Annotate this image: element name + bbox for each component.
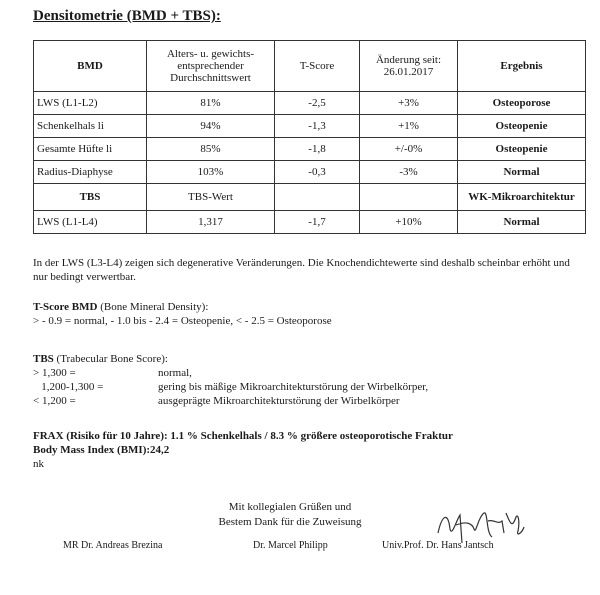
table-row (34, 161, 586, 184)
signature-name: Univ.Prof. Dr. Hans Jantsch (382, 540, 494, 551)
table-cell: +3% (360, 92, 458, 115)
header-cell: Alters- u. gewichts-entsprechender Durchschnittswert (147, 41, 275, 92)
tbs-header-row (34, 184, 586, 211)
tbs-range-row (33, 380, 583, 394)
header-cell: TBS (34, 184, 147, 211)
table-cell: LWS (L1-L4) (34, 211, 147, 234)
signature-name: MR Dr. Andreas Brezina (63, 540, 163, 551)
tbs-range-key: < 1,200 = (33, 395, 76, 407)
tbs-range-key: 1,200-1,300 = (33, 381, 104, 393)
table-cell: 1,317 (147, 211, 275, 234)
table-cell: +10% (360, 211, 458, 234)
table-row (34, 138, 586, 161)
table-cell: -1,7 (275, 211, 360, 234)
table-cell: Gesamte Hüfte li (34, 138, 147, 161)
greeting-line: Mit kollegialen Grüßen und (228, 501, 352, 513)
tscore-ranges: > - 0.9 = normal, - 1.0 bis - 2.4 = Osteopenie, < - 2.5 = Osteoporose (33, 315, 332, 327)
table-row (34, 92, 586, 115)
table-cell: -1,3 (275, 115, 360, 138)
table-cell: -3% (360, 161, 458, 184)
tbs-range-row (33, 366, 583, 380)
frax-text: FRAX (Risiko für 10 Jahre): 1.1 % Schenkelhals / 8.3 % größere osteoporotische Fraktur (33, 430, 453, 442)
header-cell: WK-Mikroarchitektur (458, 184, 586, 211)
tbs-label-rest: (Trabecular Bone Score): (53, 353, 168, 365)
tbs-range-row (33, 394, 583, 408)
tbs-range-value: gering bis mäßige Mikroarchitekturstörung der Wirbelkörper, (158, 381, 429, 393)
table-cell: -0,3 (275, 161, 360, 184)
table-cell: +/-0% (360, 138, 458, 161)
table-cell: Normal (458, 161, 586, 184)
table-cell: -2,5 (275, 92, 360, 115)
table-cell: 94% (147, 115, 275, 138)
table-cell: LWS (L1-L2) (34, 92, 147, 115)
bmi-text: Body Mass Index (BMI):24,2 (33, 444, 170, 456)
table-cell: Osteopenie (458, 115, 586, 138)
table-row (34, 211, 586, 234)
tbs-range-key: > 1,300 = (33, 367, 76, 379)
tbs-range-value: normal, (158, 367, 192, 379)
table-cell: Normal (458, 211, 586, 234)
table-cell: 81% (147, 92, 275, 115)
report-title: Densitometrie (BMD + TBS): (33, 8, 221, 24)
tbs-range-value: ausgeprägte Mikroarchitekturstörung der Wirbelkörper (158, 395, 400, 407)
finding-text: In der LWS (L3-L4) zeigen sich degenerative Veränderungen. Die Knochendichtewerte sind deshalb scheinbar erhöht und nur bedingt verwertbar. (33, 257, 570, 283)
header-cell: T-Score (275, 41, 360, 92)
table-cell: 85% (147, 138, 275, 161)
frax-section (33, 429, 583, 471)
table-cell: Osteoporose (458, 92, 586, 115)
greeting-line: Bestem Dank für die Zuweisung (218, 516, 362, 528)
header-cell (360, 184, 458, 211)
table-cell: +1% (360, 115, 458, 138)
initials: nk (33, 458, 44, 470)
table-row (34, 115, 586, 138)
tscore-section (33, 300, 583, 328)
header-cell: BMD (34, 41, 147, 92)
tscore-label: T-Score BMD (33, 301, 98, 313)
tbs-section (33, 352, 583, 408)
table-cell: Schenkelhals li (34, 115, 147, 138)
header-cell (275, 184, 360, 211)
table-cell: 103% (147, 161, 275, 184)
signature-name: Dr. Marcel Philipp (253, 540, 328, 551)
table-cell: -1,8 (275, 138, 360, 161)
header-cell: Ergebnis (458, 41, 586, 92)
header-cell: TBS-Wert (147, 184, 275, 211)
header-cell: Änderung seit: 26.01.2017 (360, 41, 458, 92)
densitometry-table (33, 40, 586, 234)
tscore-label-rest: (Bone Mineral Density): (97, 301, 209, 313)
table-cell: Radius-Diaphyse (34, 161, 147, 184)
table-header-row (34, 41, 586, 92)
tbs-label: TBS (33, 353, 54, 365)
table-cell: Osteopenie (458, 138, 586, 161)
